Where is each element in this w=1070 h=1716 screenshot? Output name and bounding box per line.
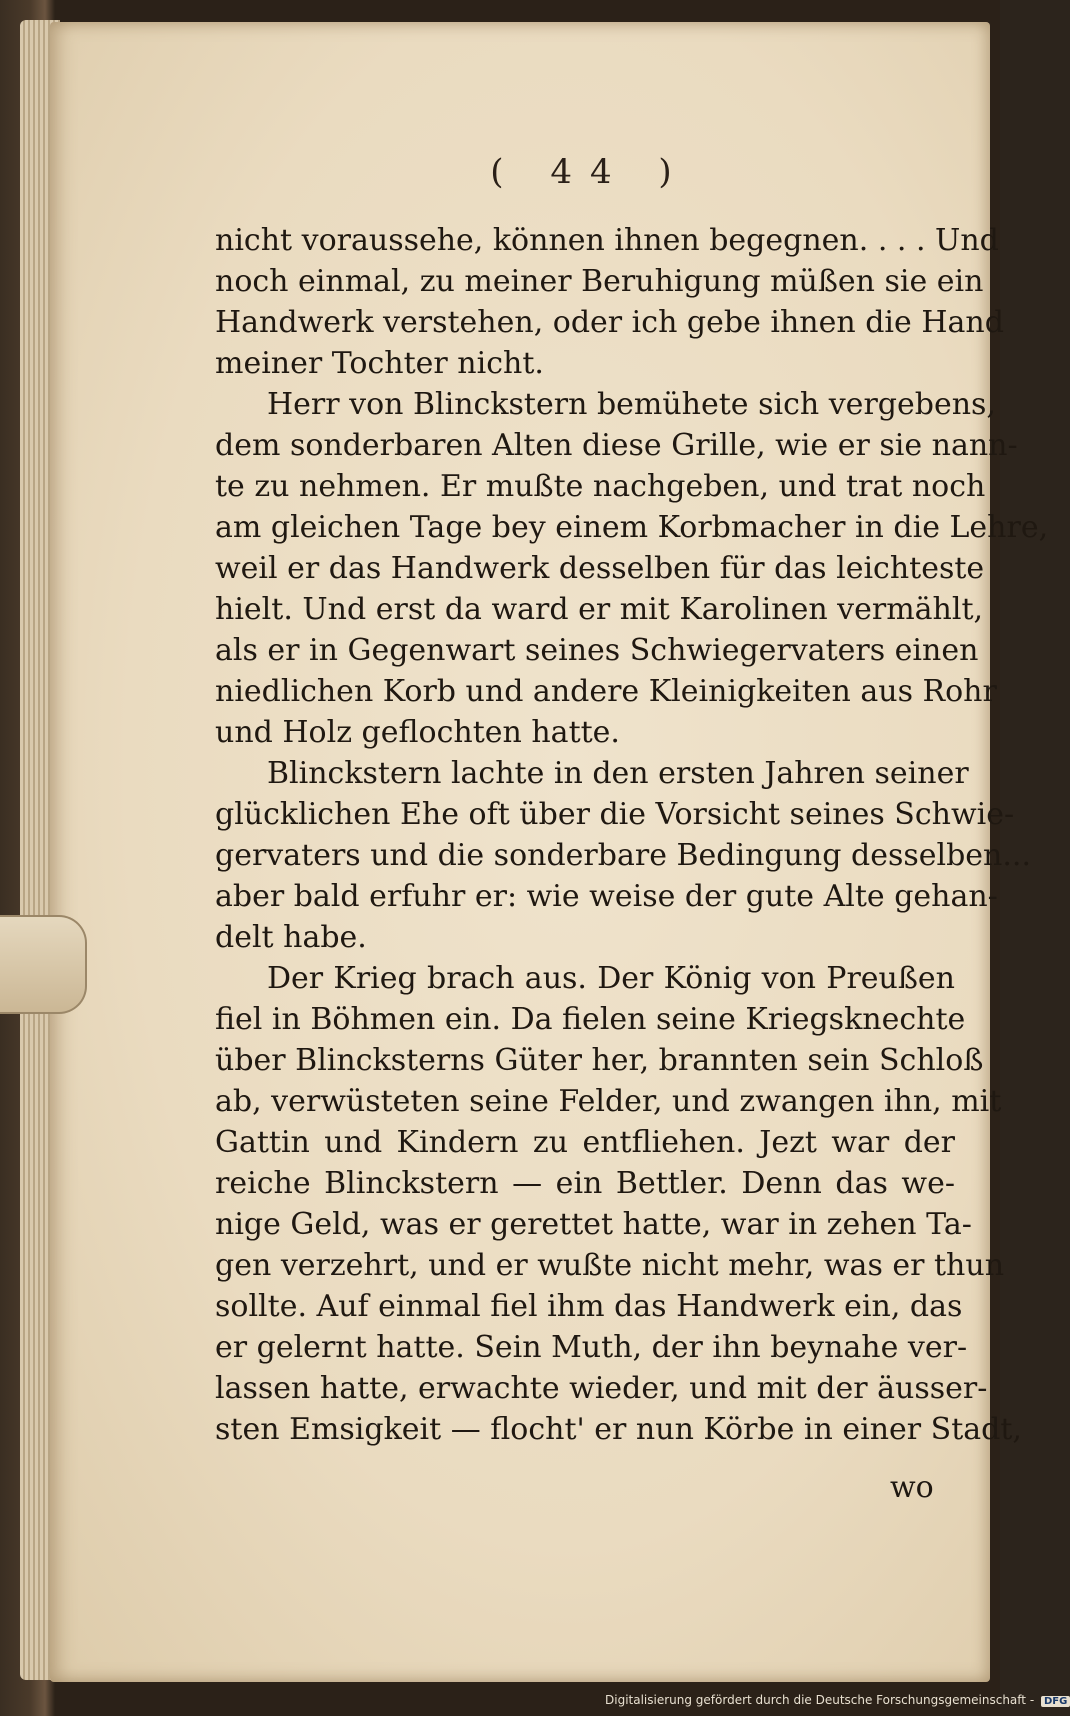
- text-line: Blinckstern lachte in den ersten Jahren seiner: [267, 756, 969, 791]
- text-line: gen verzehrt, und er wußte nicht mehr, was er thun: [215, 1248, 1005, 1283]
- footer-text: Digitalisierung gefördert durch die Deutsche Forschungsgemeinschaft -: [605, 1693, 1035, 1707]
- text-line: te zu nehmen. Er mußte nachgeben, und trat noch: [215, 469, 986, 504]
- text-line: reiche Blinckstern — ein Bettler. Denn das we-: [215, 1166, 955, 1201]
- digitization-footer: [605, 1693, 1068, 1713]
- book-page: [50, 22, 1049, 1682]
- catchword: wo: [890, 1470, 934, 1505]
- text-line: als er in Gegenwart seines Schwiegervaters einen: [215, 633, 979, 668]
- text-line: Gattin und Kindern zu entfliehen. Jezt war der: [215, 1125, 955, 1160]
- text-line: nicht voraussehe, können ihnen begegnen. . . . Und: [215, 223, 999, 258]
- text-line: und Holz geflochten hatte.: [215, 715, 620, 750]
- text-line: niedlichen Korb und andere Kleinigkeiten aus Rohr: [215, 674, 997, 709]
- text-line: am gleichen Tage bey einem Korbmacher in die Lehre,: [215, 510, 1049, 545]
- text-line: aber bald erfuhr er: wie weise der gute Alte gehan-: [215, 879, 998, 914]
- text-line: hielt. Und erst da ward er mit Karolinen vermählt,: [215, 592, 984, 627]
- text-line: sollte. Auf einmal fiel ihm das Handwerk ein, das: [215, 1289, 963, 1324]
- text-line: noch einmal, zu meiner Beruhigung müßen sie ein: [215, 264, 984, 299]
- text-line: über Blincksterns Güter her, brannten sein Schloß: [215, 1043, 984, 1078]
- text-line: ab, verwüsteten seine Felder, und zwangen ihn, mit: [215, 1084, 1002, 1119]
- page-number: ( 44 ): [490, 152, 690, 192]
- text-line: delt habe.: [215, 920, 367, 955]
- body-text: [215, 220, 1049, 1450]
- text-line: glücklichen Ehe oft über die Vorsicht seines Schwie-: [215, 797, 1015, 832]
- text-line: nige Geld, was er gerettet hatte, war in zehen Ta-: [215, 1207, 972, 1242]
- text-line: sten Emsigkeit — flocht' er nun Körbe in einer Stadt,: [215, 1412, 1022, 1447]
- text-line: fiel in Böhmen ein. Da fielen seine Kriegsknechte: [215, 1002, 966, 1037]
- text-line: gervaters und die sonderbare Bedingung desselben...: [215, 838, 1031, 873]
- page-clip: [0, 915, 87, 1014]
- dfg-logo: DFG: [1041, 1696, 1070, 1707]
- text-line: Herr von Blinckstern bemühete sich vergebens,: [267, 387, 996, 422]
- text-line: weil er das Handwerk desselben für das leichteste: [215, 551, 985, 586]
- text-line: meiner Tochter nicht.: [215, 346, 544, 381]
- text-line: lassen hatte, erwachte wieder, und mit der äusser-: [215, 1371, 988, 1406]
- text-line: er gelernt hatte. Sein Muth, der ihn beynahe ver-: [215, 1330, 968, 1365]
- text-line: dem sonderbaren Alten diese Grille, wie er sie nann-: [215, 428, 1018, 463]
- text-line: Handwerk verstehen, oder ich gebe ihnen die Hand: [215, 305, 1004, 340]
- text-line: Der Krieg brach aus. Der König von Preußen: [267, 961, 955, 996]
